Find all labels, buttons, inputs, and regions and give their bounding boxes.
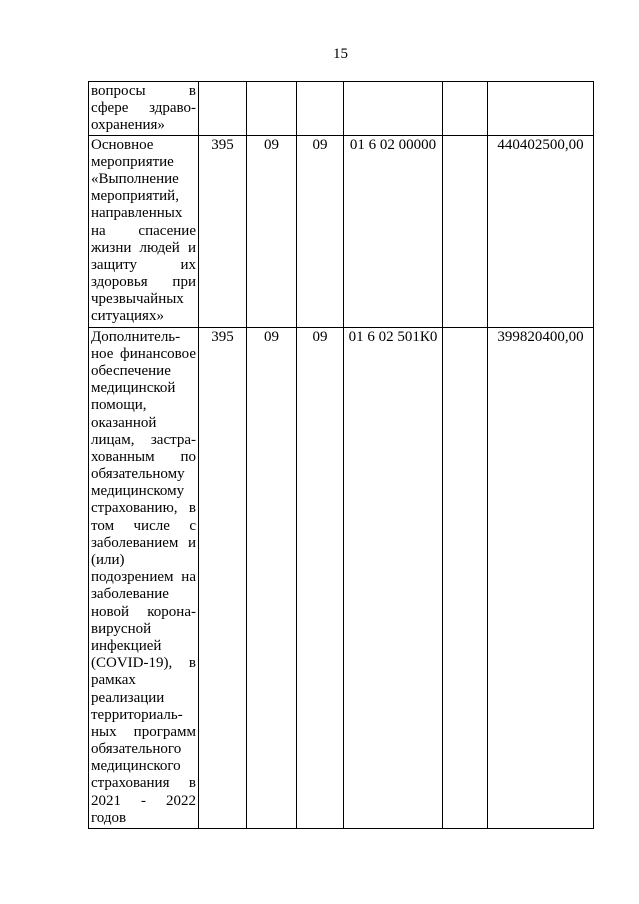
name-line: 2021 - 2022 [91,792,196,809]
name-line: инфекцией [91,637,162,654]
name-line: обязательному [91,466,185,483]
subsection-code-cell [297,82,344,136]
subsection-code-cell: 09 [297,135,344,327]
name-line: медицинской [91,380,176,397]
name-line: новой корона- [91,603,196,620]
amount-cell: 440402500,00 [488,135,594,327]
amount-cell [488,82,594,136]
name-line: хованным по [91,448,196,465]
name-line: здоровья при [91,274,196,291]
name-line: медицинского [91,758,181,775]
name-text [91,137,196,326]
page-number: 15 [333,46,348,62]
name-text [91,329,196,827]
name-line: ситуациях» [91,308,164,325]
name-line: чрезвычайных [91,291,184,308]
name-cell [89,327,199,828]
name-line: ных программ [91,723,196,740]
budget-table [88,81,594,829]
expense-type-cell [443,327,488,828]
ministry-code-cell: 395 [199,135,247,327]
target-item-code-cell: 01 6 02 501К0 [344,327,443,828]
name-line: реализации [91,689,165,706]
name-line: оказанной [91,414,157,431]
expense-type-cell [443,135,488,327]
target-item-code-cell: 01 6 02 00000 [344,135,443,327]
name-line: Дополнитель- [91,328,181,345]
name-line: жизни людей и [91,239,196,256]
name-cell [89,82,199,136]
section-code-cell: 09 [247,135,297,327]
name-line: на спасение [91,222,196,239]
name-line: помощи, [91,397,147,414]
name-line: том числе с [91,517,196,534]
name-line: обязательного [91,741,182,758]
name-line: сфере здраво- [91,100,196,117]
name-line: ное финансовое [91,345,196,362]
name-line: медицинскому [91,483,185,500]
name-line: направленных [91,205,183,222]
amount-cell: 399820400,00 [488,327,594,828]
subsection-code-cell: 09 [297,327,344,828]
name-line: лицам, застра- [91,431,196,448]
name-line: (или) [91,552,125,568]
table-row [89,327,594,828]
name-line: мероприятие [91,153,174,170]
name-line: годов [91,809,127,826]
name-line: «Выполнение [91,170,179,187]
name-cell [89,135,199,327]
ministry-code-cell: 395 [199,327,247,828]
name-line: территориаль- [91,706,183,723]
name-line: заболевание [91,586,169,603]
name-line: заболеванием и [91,534,196,551]
section-code-cell [247,82,297,136]
name-line: (COVID-19), в [91,655,196,672]
section-code-cell: 09 [247,327,297,828]
name-line: мероприятий, [91,188,179,205]
name-line: страхования в [91,775,196,792]
ministry-code-cell [199,82,247,136]
name-line: рамках [91,672,136,689]
name-line: защиту их [91,256,196,273]
name-line: подозрением на [91,569,196,586]
name-line: Основное [91,136,154,153]
expense-type-cell [443,82,488,136]
name-line: страхованию, в [91,500,196,517]
name-line: вопросы в [91,83,196,99]
name-line: вирусной [91,620,152,637]
name-line: обеспечение [91,362,171,379]
name-line: охранения» [91,117,165,134]
name-text [91,83,196,135]
target-item-code-cell [344,82,443,136]
table-row [89,135,594,327]
table-row [89,82,594,136]
